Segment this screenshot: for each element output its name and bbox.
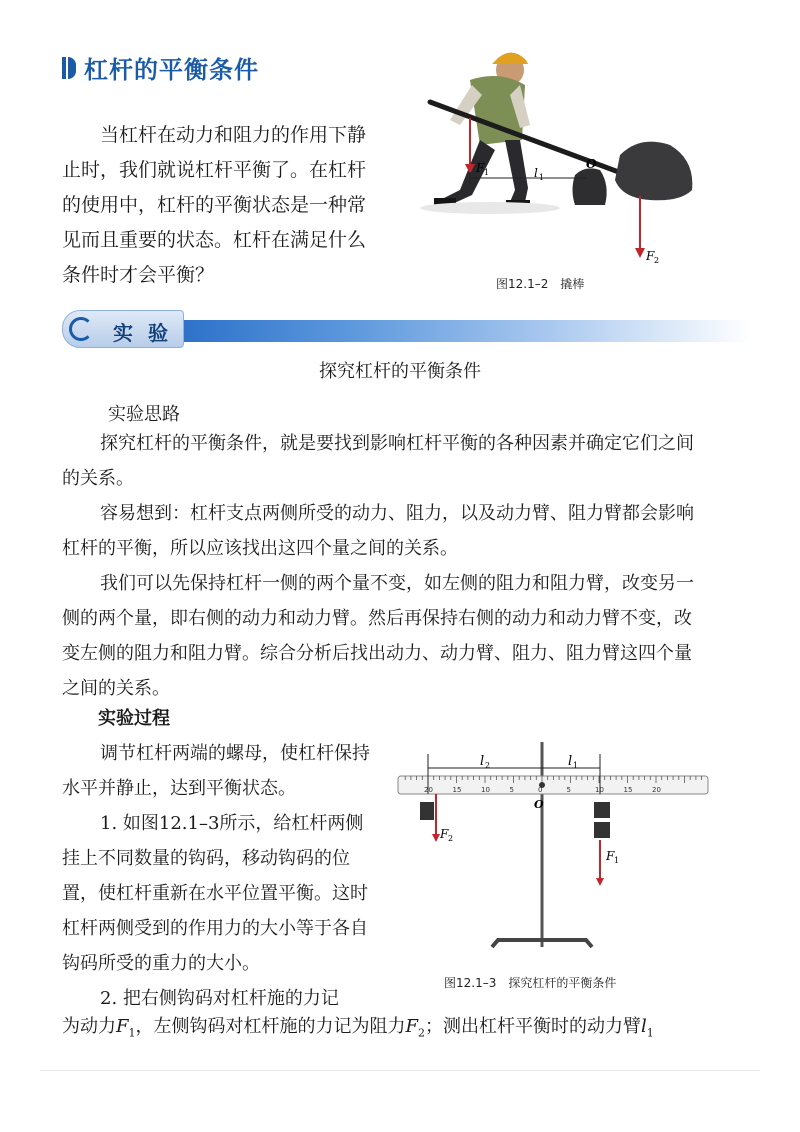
worker-illustration [434, 52, 530, 208]
F1-subscript: 1 [484, 168, 490, 177]
text-fragment: ，左侧钩码对杠杆施的力记为阻力 [135, 1016, 406, 1037]
section-title: 杠杆的平衡条件 [84, 56, 259, 84]
idea-heading: 实验思路 [108, 404, 180, 425]
l2-label: l [480, 754, 485, 769]
F1-subscript: 1 [614, 856, 620, 865]
idea-paragraphs [62, 426, 702, 706]
left-hook-weight [420, 802, 434, 820]
intro-line: 止时，我们就说杠杆平衡了。在杠杆 [62, 159, 367, 181]
intro-paragraph [62, 118, 392, 293]
idea-paragraph-2: 容易想到：杠杆支点两侧所受的动力、阻力，以及动力臂、阻力臂都会影响杠杆的平衡，所以应该找出这四个量之间的关系。 [62, 503, 694, 559]
lever-apparatus-figure [388, 732, 728, 964]
var-F2: F [405, 1016, 418, 1037]
intro-line: 的使用中，杠杆的平衡状态是一种常 [62, 194, 367, 216]
F1-label: F [476, 161, 485, 175]
section-heading [62, 50, 259, 85]
process-step-1: 1. 如图12.1–3所示，给杠杆两侧挂上不同数量的钩码，移动钩码的位置，使杠杆重新在水平位置平衡。这时杠杆两侧受到的作用力的大小等于各自钩码所受的重力的大小。 [62, 813, 368, 974]
ruler-number: 20 [424, 786, 433, 794]
ruler-number: 5 [509, 786, 514, 794]
var-l1: l [641, 1016, 647, 1037]
l2-subscript: 2 [485, 761, 491, 770]
var-l1-sub: 1 [646, 1026, 654, 1040]
pivot-rock [573, 168, 607, 205]
l1-label: l [534, 166, 538, 180]
process-step-2-line2 [62, 1012, 762, 1040]
pivot-O-label: O [586, 157, 597, 171]
l1-label: l [568, 754, 573, 769]
figure-caption: 图12.1–2 撬棒 [496, 277, 585, 291]
F2-subscript: 2 [654, 256, 660, 265]
heavy-rock [615, 142, 692, 201]
right-hook-weight-2 [594, 822, 610, 838]
ruler-number: 10 [481, 786, 490, 794]
F2-label: F [646, 249, 655, 263]
experiment-title: 探究杠杆的平衡条件 [319, 361, 481, 382]
idea-paragraph-3: 我们可以先保持杠杆一侧的两个量不变，如左侧的阻力和阻力臂，改变另一侧的两个量，即右侧的动力和动力臂。然后再保持右侧的动力和动力臂不变，改变左侧的阻力和阻力臂。综合分析后找出动力、动力臂、阻力、阻力臂这四个量之间的关系。 [62, 573, 694, 699]
ruler-number: 10 [595, 786, 604, 794]
figure-caption: 图12.1–3 探究杠杆的平衡条件 [444, 976, 617, 990]
experiment-label: 实 验 [113, 321, 172, 345]
ruler-number: 5 [566, 786, 571, 794]
page-footer-rule [40, 1070, 760, 1071]
process-paragraph-0: 调节杠杆两端的螺母，使杠杆保持水平并静止，达到平衡状态。 [62, 743, 370, 799]
experiment-banner [62, 308, 752, 348]
experiment-icon [69, 317, 93, 341]
process-heading: 实验过程 [98, 708, 170, 729]
text-fragment: ；测出杠杆平衡时的动力臂 [425, 1016, 641, 1037]
F2-label: F [440, 827, 449, 841]
ruler-number: 15 [452, 786, 462, 794]
intro-line: 条件时才会平衡？ [62, 264, 215, 286]
section-marker-icon [62, 57, 76, 79]
var-F2-sub: 2 [418, 1026, 425, 1040]
right-hook-weight-1 [594, 802, 610, 818]
var-F1-sub: 1 [128, 1026, 136, 1040]
F2-subscript: 2 [448, 834, 454, 843]
text-fragment: 为动力 [62, 1016, 116, 1037]
crowbar-figure [410, 40, 710, 275]
l1-subscript: 1 [539, 173, 545, 182]
ruler-number: 20 [652, 786, 661, 794]
process-paragraphs [62, 736, 372, 1016]
intro-line: 当杠杆在动力和阻力的作用下静 [100, 124, 367, 146]
ruler-number: 15 [623, 786, 633, 794]
var-F1: F [116, 1016, 129, 1037]
ruler-number: 0 [538, 786, 543, 794]
process-step-2-line1: 2. 把右侧钩码对杠杆施的力记 [100, 988, 339, 1009]
F1-label: F [606, 849, 615, 863]
idea-paragraph-1: 探究杠杆的平衡条件，就是要找到影响杠杆平衡的各种因素并确定它们之间的关系。 [62, 433, 694, 489]
l1-subscript: 1 [573, 761, 579, 770]
intro-line: 见而且重要的状态。杠杆在满足什么 [62, 229, 367, 251]
pivot-O-label: O [534, 798, 544, 811]
